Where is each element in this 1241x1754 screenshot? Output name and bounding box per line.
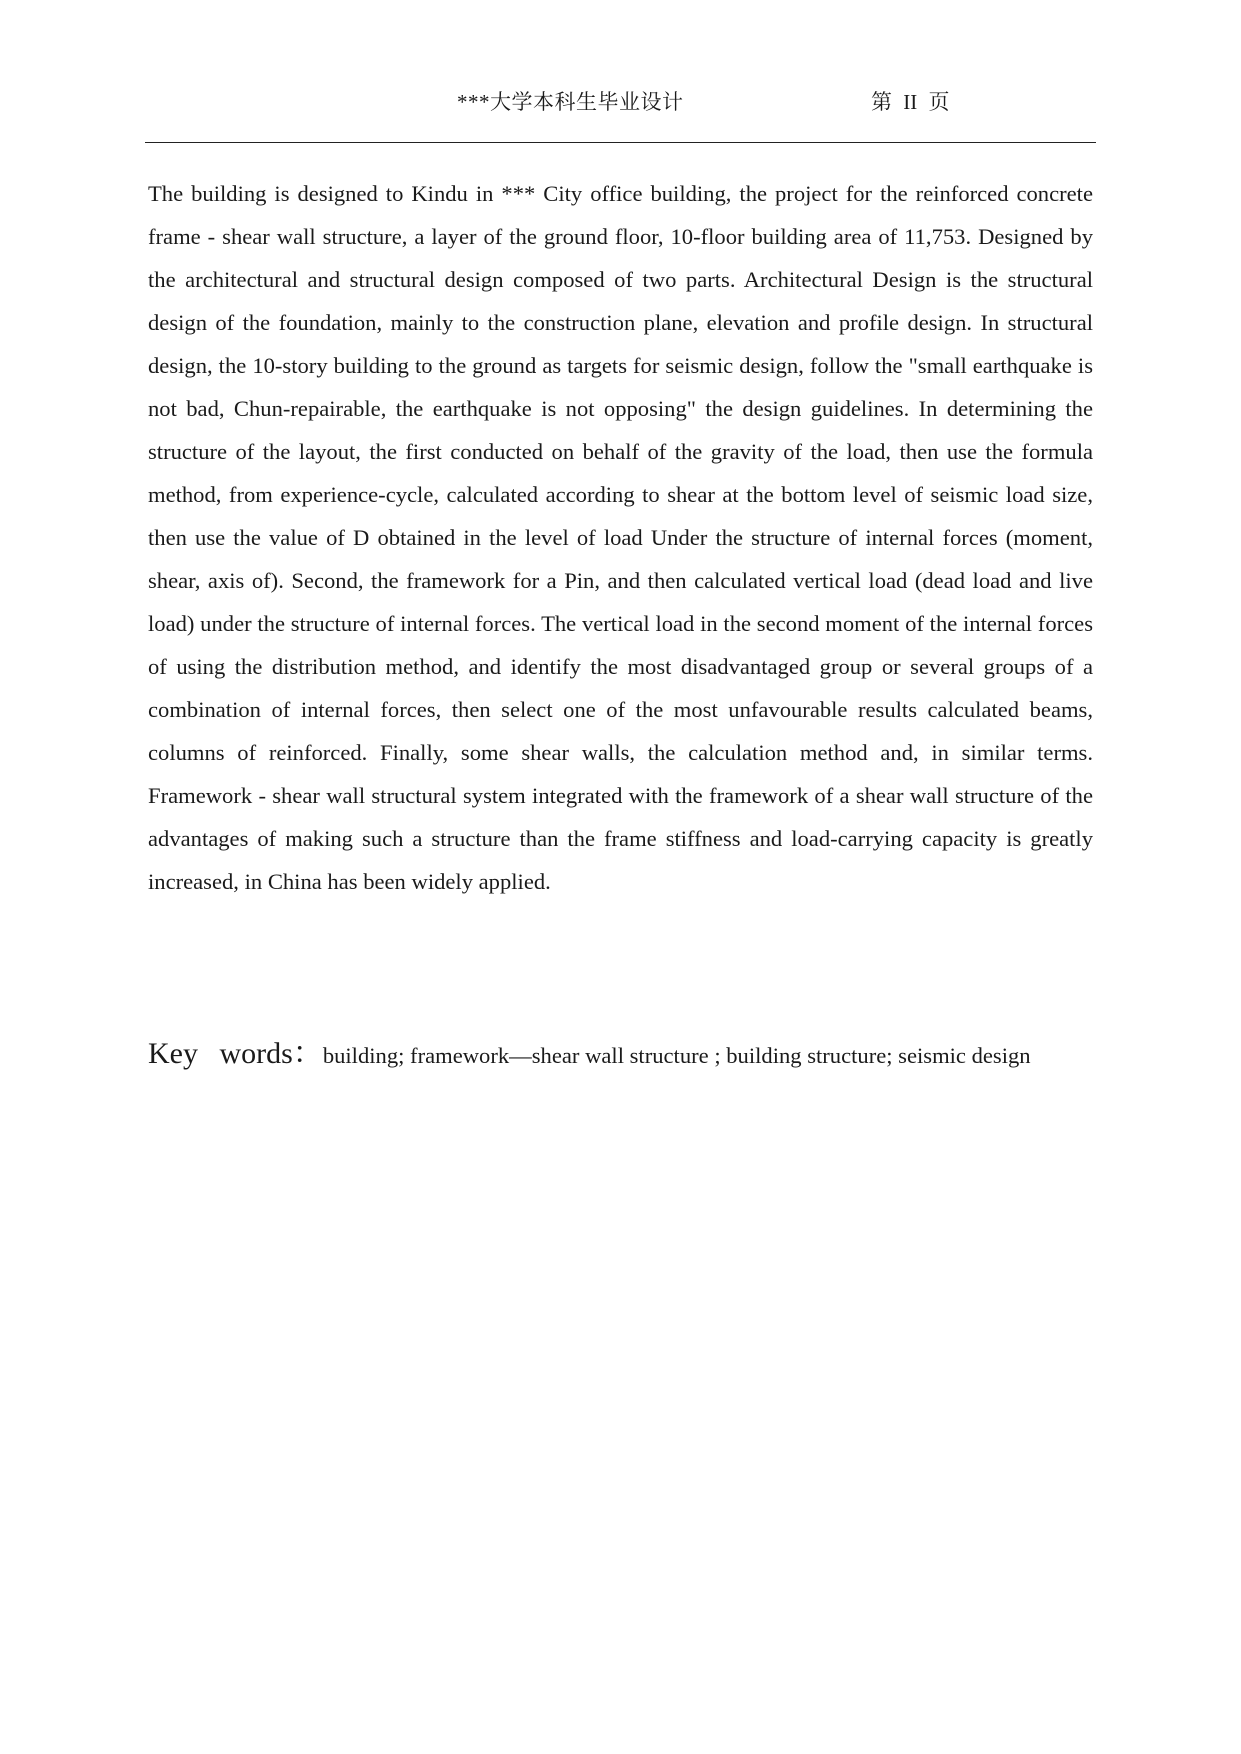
abstract-paragraph: The building is designed to Kindu in *** City office building, the project for the reinforced concrete frame - shear wall structure, a layer of the ground floor, 10-floor building area of 11,753. Designed by the architectural and structural design composed of two parts. Architectural Design is the structural design of the foundation, mainly to the construction plane, elevation and profile design. In structural design, the 10-story building to the ground as targets for seismic design, follow the "small earthquake is not bad, Chun-repairable, the earthquake is not opposing" the design guidelines. In determining the structure of the layout, the first conducted on behalf of the gravity of the load, then use the formula method, from experience-cycle, calculated according to shear at the bottom level of seismic load size, then use the value of D obtained in the level of load Under the structure of internal forces (moment, shear, axis of). Second, the framework for a Pin, and then calculated vertical load (dead load and live load) under the structure of internal forces. The vertical load in the second moment of the internal forces of using the distribution method, and identify the most disadvantaged group or several groups of a combination of internal forces, then select one of the most unfavourable results calculated beams, columns of reinforced. Finally, some shear walls, the calculation method and, in similar terms. Framework - shear wall structural system integrated with the framework of a shear wall structure of the advantages of making such a structure than the frame stiffness and load-carrying capacity is greatly increased, in China has been widely applied.	[148, 181, 1093, 894]
keywords-paragraph	[148, 1030, 1093, 1079]
header-divider	[145, 142, 1096, 143]
page-number-label: 第 II 页	[871, 90, 950, 114]
keywords-text: building; framework—shear wall structure ; building structure; seismic design	[322, 1043, 1031, 1068]
keywords-label: Key words：	[148, 1037, 323, 1070]
header-title: ***大学本科生毕业设计	[457, 90, 684, 114]
page-header	[145, 86, 1096, 118]
